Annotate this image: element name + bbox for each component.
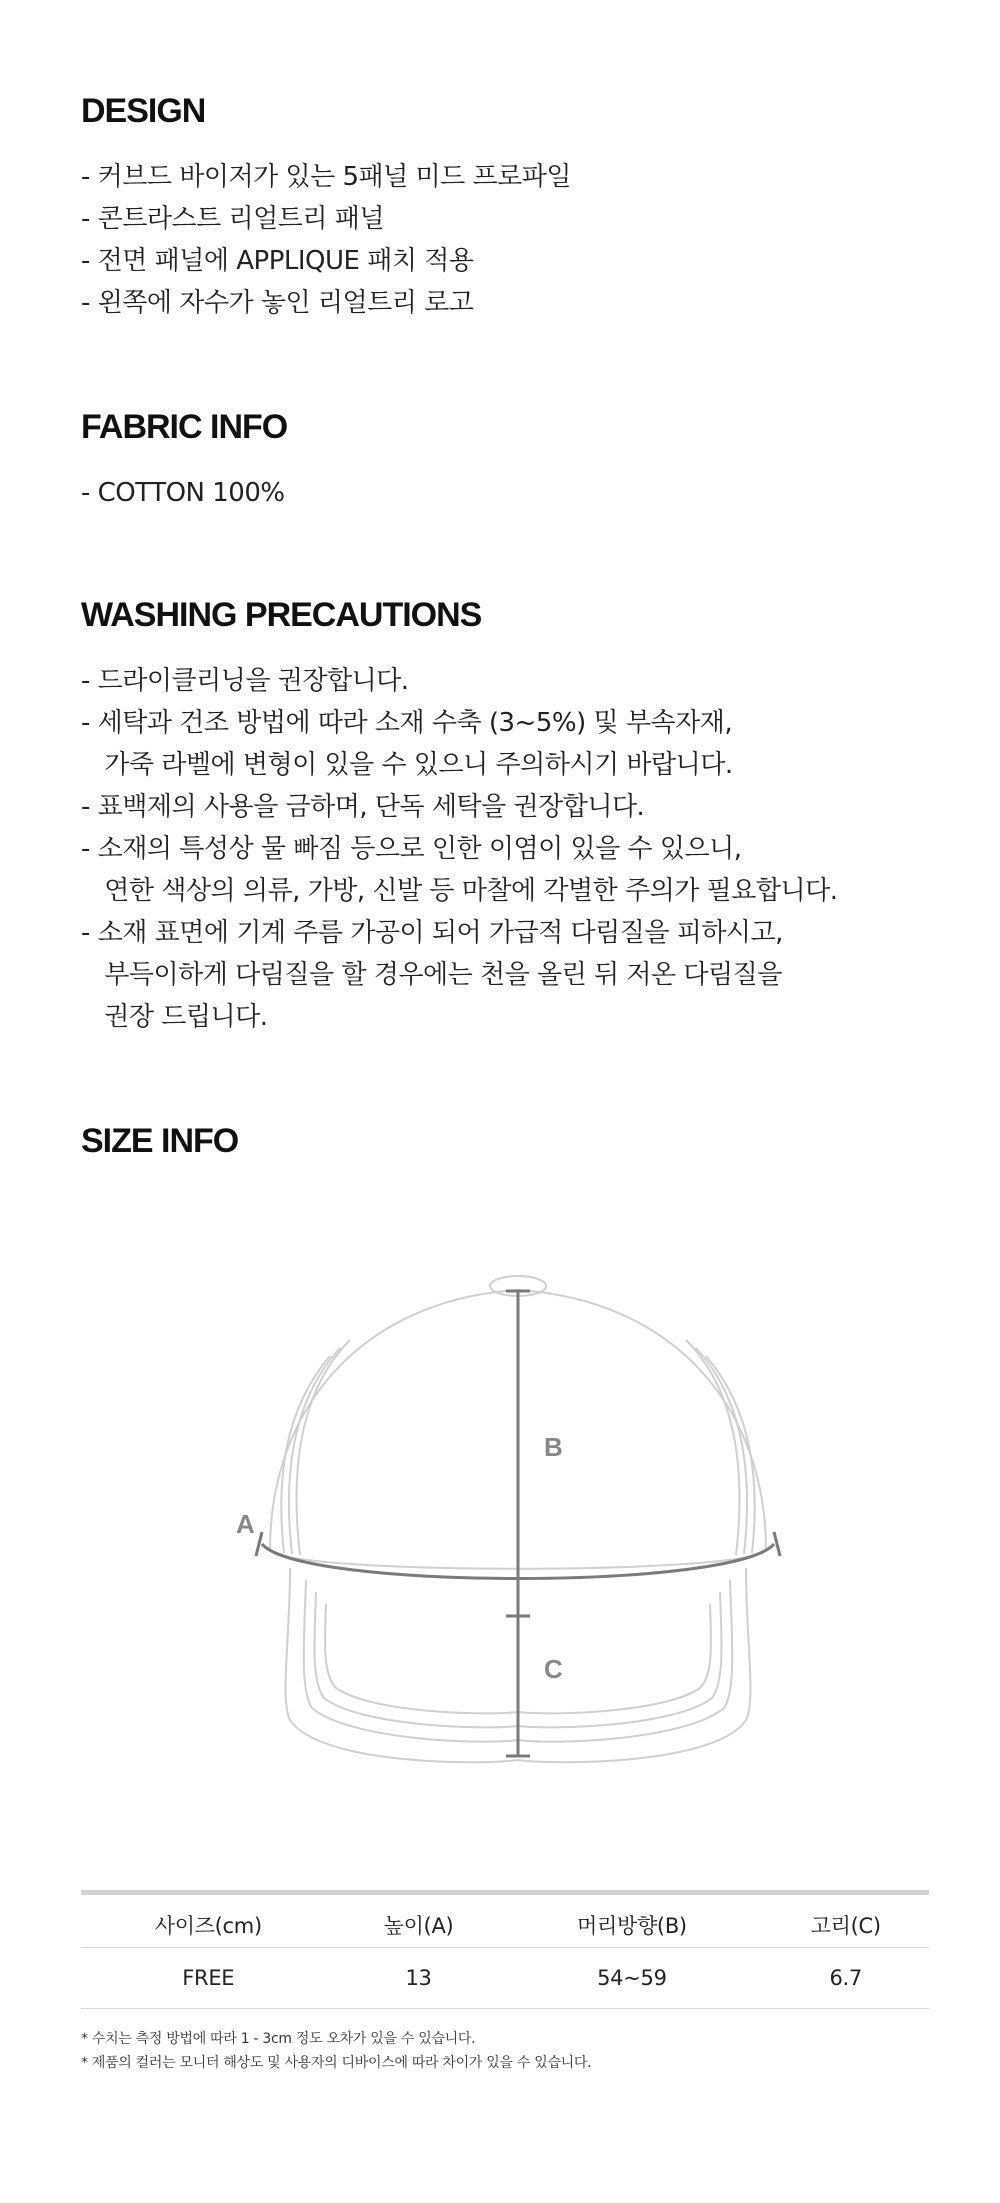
table-row: [81, 1948, 929, 2009]
size-title: SIZE INFO: [81, 1122, 239, 1160]
list-item: - 커브드 바이저가 있는 5패널 미드 프로파일: [81, 162, 571, 192]
label-a: A: [236, 1509, 255, 1539]
note-item: * 수치는 측정 방법에 따라 1 - 3cm 정도 오차가 있을 수 있습니다.: [81, 2031, 476, 2047]
list-item: - 표백제의 사용을 금하며, 단독 세탁을 권장합니다.: [81, 792, 645, 822]
list-item: - 왼쪽에 자수가 놓인 리얼트리 로고: [81, 288, 474, 318]
table-header-row: [81, 1893, 929, 1948]
list-item: - COTTON 100%: [81, 478, 285, 508]
size-notes: [81, 2027, 591, 2075]
list-item: 권장 드립니다.: [81, 1002, 268, 1032]
list-item: - 세탁과 건조 방법에 따라 소재 수축 (3~5%) 및 부속자재,: [81, 708, 733, 738]
table-header: 높이(A): [336, 1893, 502, 1948]
measure-a-tick-right: [774, 1532, 780, 1556]
fabric-title: FABRIC INFO: [81, 408, 288, 446]
size-table: [81, 1890, 929, 2009]
table-cell: 6.7: [762, 1948, 929, 2009]
table-cell: 54~59: [501, 1948, 762, 2009]
list-item: - 소재의 특성상 물 빠짐 등으로 인한 이염이 있을 수 있으니,: [81, 834, 742, 864]
label-b: B: [544, 1432, 563, 1462]
table-header: 사이즈(cm): [81, 1893, 336, 1948]
list-item: - 소재 표면에 기계 주름 가공이 되어 가급적 다림질을 피하시고,: [81, 918, 783, 948]
label-c: C: [544, 1654, 563, 1684]
list-item: - 전면 패널에 APPLIQUE 패치 적용: [81, 246, 474, 276]
list-item: - 콘트라스트 리얼트리 패널: [81, 204, 384, 234]
design-list: [81, 156, 571, 324]
fabric-list: [81, 472, 285, 514]
table-cell: 13: [336, 1948, 502, 2009]
table-cell: FREE: [81, 1948, 336, 2009]
washing-list: [81, 660, 838, 1038]
table-header: 고리(C): [762, 1893, 929, 1948]
note-item: * 제품의 컬러는 모니터 해상도 및 사용자의 디바이스에 따라 차이가 있을 수 있습니다.: [81, 2055, 592, 2071]
cap-size-diagram: [0, 1220, 1000, 1780]
list-item: 연한 색상의 의류, 가방, 신발 등 마찰에 각별한 주의가 필요합니다.: [81, 876, 838, 906]
list-item: 가죽 라벨에 변형이 있을 수 있으니 주의하시기 바랍니다.: [81, 750, 733, 780]
table-header: 머리방향(B): [501, 1893, 762, 1948]
washing-title: WASHING PRECAUTIONS: [81, 596, 482, 634]
measure-a-tick-left: [256, 1532, 262, 1556]
list-item: - 드라이클리닝을 권장합니다.: [81, 666, 409, 696]
list-item: 부득이하게 다림질을 할 경우에는 천을 올린 뒤 저온 다림질을: [81, 960, 782, 990]
design-title: DESIGN: [81, 92, 206, 130]
